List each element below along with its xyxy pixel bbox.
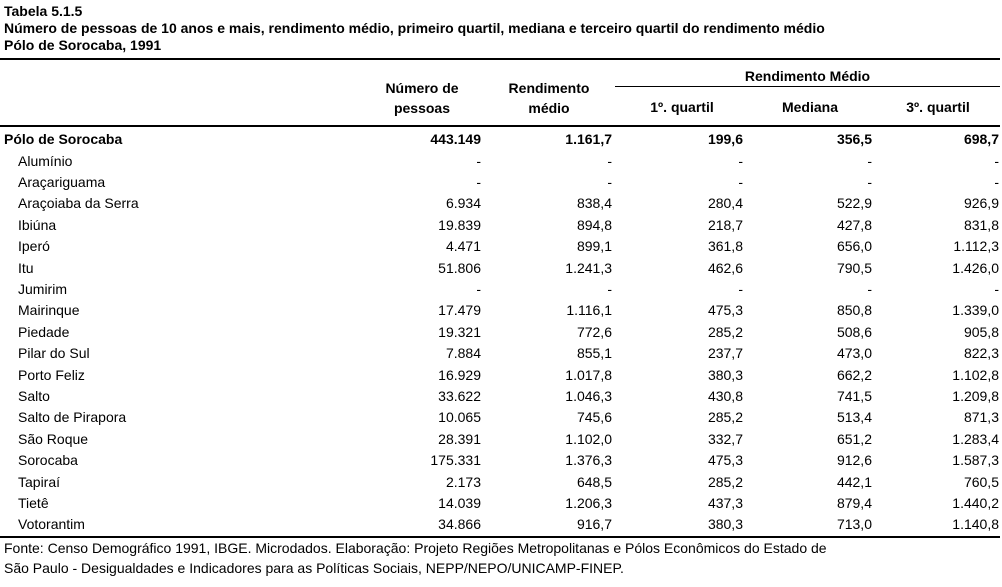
cell-q1: 380,3 <box>707 516 743 533</box>
cell-q3: 1.102,8 <box>952 366 999 383</box>
header-mediana: Mediana <box>781 99 838 115</box>
table-row <box>0 493 1002 514</box>
cell-pessoas: 14.039 <box>438 494 481 511</box>
cell-pessoas: 33.622 <box>438 387 481 404</box>
cell-mediana: 850,8 <box>836 302 872 319</box>
cell-medio: 855,1 <box>576 345 612 362</box>
cell-medio: - <box>607 152 612 169</box>
table-row <box>0 365 1002 386</box>
cell-medio: 648,5 <box>576 473 612 490</box>
cell-pessoas: 16.929 <box>438 366 481 383</box>
cell-q3: 1.283,4 <box>952 430 999 447</box>
cell-mediana: 713,0 <box>836 516 872 533</box>
cell-pessoas: 6.934 <box>445 195 481 212</box>
cell-pessoas: 34.866 <box>438 516 481 533</box>
cell-mediana: - <box>867 152 872 169</box>
cell-pessoas: 28.391 <box>438 430 481 447</box>
source-note <box>4 538 827 578</box>
top-rule <box>0 58 1000 60</box>
cell-mediana: 651,2 <box>836 430 872 447</box>
table-row <box>0 343 1002 364</box>
cell-mediana: 513,4 <box>836 409 872 426</box>
row-name: Araçariguama <box>18 173 106 190</box>
cell-q1: - <box>738 173 743 190</box>
header-rendimento-medio <box>489 78 609 118</box>
cell-mediana: 662,2 <box>836 366 872 383</box>
cell-q3: 1.339,0 <box>952 302 999 319</box>
cell-q3: 1.209,8 <box>952 387 999 404</box>
row-name: São Roque <box>18 430 89 447</box>
cell-medio: 1.241,3 <box>565 259 612 276</box>
row-name: Tapiraí <box>18 473 61 490</box>
cell-mediana: - <box>867 173 872 190</box>
cell-q1: 237,7 <box>707 345 743 362</box>
cell-pessoas: 4.471 <box>445 238 481 255</box>
cell-mediana: 790,5 <box>836 259 872 276</box>
header-numero-line2: pessoas <box>393 100 451 116</box>
source-line1: Fonte: Censo Demográfico 1991, IBGE. Microdados. Elaboração: Projeto Regiões Metropolitanas e Pólos Econômicos do Estado de <box>4 540 827 556</box>
cell-medio: 894,8 <box>576 216 612 233</box>
header-rend-line2: médio <box>528 100 570 116</box>
table-row <box>0 386 1002 407</box>
cell-q1: 361,8 <box>707 238 743 255</box>
cell-mediana: 522,9 <box>836 195 872 212</box>
table-row <box>0 236 1002 257</box>
header-numero-pessoas <box>362 78 482 118</box>
row-name: Pólo de Sorocaba <box>4 131 123 147</box>
table-row <box>0 258 1002 279</box>
cell-mediana: 427,8 <box>836 216 872 233</box>
row-name: Sorocaba <box>18 452 78 469</box>
table-number: Tabela 5.1.5 <box>4 3 83 19</box>
row-name: Mairinque <box>18 302 80 319</box>
cell-q1: 280,4 <box>707 195 743 212</box>
cell-q1: - <box>738 280 743 297</box>
cell-q1: 199,6 <box>707 131 743 147</box>
cell-mediana: 356,5 <box>836 131 872 147</box>
cell-mediana: 741,5 <box>836 387 872 404</box>
cell-q3: 905,8 <box>963 323 999 340</box>
cell-pessoas: 51.806 <box>438 259 481 276</box>
cell-q1: 218,7 <box>707 216 743 233</box>
cell-mediana: 473,0 <box>836 345 872 362</box>
table-row <box>0 300 1002 321</box>
header-numero-line1: Número de <box>385 80 459 96</box>
cell-q3: 1.140,8 <box>952 516 999 533</box>
cell-medio: - <box>607 173 612 190</box>
cell-medio: 1.206,3 <box>565 494 612 511</box>
table-row <box>0 193 1002 214</box>
cell-q1: 332,7 <box>707 430 743 447</box>
header-group-rendimento: Rendimento Médio <box>744 68 871 84</box>
cell-pessoas: - <box>476 280 481 297</box>
cell-q1: - <box>738 152 743 169</box>
cell-q3: 760,5 <box>963 473 999 490</box>
cell-pessoas: 17.479 <box>438 302 481 319</box>
cell-pessoas: - <box>476 152 481 169</box>
cell-pessoas: 443.149 <box>430 131 481 147</box>
cell-medio: 838,4 <box>576 195 612 212</box>
cell-q1: 475,3 <box>707 302 743 319</box>
table-row <box>0 322 1002 343</box>
source-line2: São Paulo - Desigualdades e Indicadores para as Políticas Sociais, NEPP/NEPO/UNICAMP-FINEP. <box>4 560 624 576</box>
cell-medio: 1.376,3 <box>565 452 612 469</box>
table-row <box>0 472 1002 493</box>
cell-q1: 430,8 <box>707 387 743 404</box>
cell-q3: - <box>994 152 999 169</box>
table-row <box>0 279 1002 300</box>
table-row-total <box>0 129 1002 150</box>
cell-q1: 285,2 <box>707 409 743 426</box>
cell-pessoas: - <box>476 173 481 190</box>
group-rule <box>615 86 1000 87</box>
cell-q3: - <box>994 173 999 190</box>
cell-q1: 437,3 <box>707 494 743 511</box>
table-row <box>0 429 1002 450</box>
cell-mediana: 912,6 <box>836 452 872 469</box>
cell-medio: 1.017,8 <box>565 366 612 383</box>
table-title-block <box>4 3 825 54</box>
cell-medio: 745,6 <box>576 409 612 426</box>
table-row <box>0 450 1002 471</box>
row-name: Jumirim <box>18 280 67 297</box>
cell-pessoas: 19.321 <box>438 323 481 340</box>
header-rend-line1: Rendimento <box>508 80 590 96</box>
header-q1: 1º. quartil <box>650 99 714 115</box>
cell-q3: 831,8 <box>963 216 999 233</box>
cell-medio: 1.116,1 <box>566 302 612 319</box>
cell-q1: 285,2 <box>707 323 743 340</box>
cell-mediana: 442,1 <box>836 473 872 490</box>
cell-q3: 926,9 <box>963 195 999 212</box>
row-name: Salto <box>18 387 50 404</box>
table-row <box>0 407 1002 428</box>
header-q3: 3º. quartil <box>906 99 970 115</box>
cell-medio: 1.102,0 <box>565 430 612 447</box>
cell-mediana: 656,0 <box>836 238 872 255</box>
cell-pessoas: 2.173 <box>445 473 481 490</box>
cell-q3: 1.112,3 <box>953 238 999 255</box>
row-name: Tietê <box>18 494 49 511</box>
row-name: Salto de Pirapora <box>18 409 127 426</box>
header-bottom-rule <box>0 125 1000 127</box>
table-row <box>0 151 1002 172</box>
row-name: Porto Feliz <box>18 366 85 383</box>
cell-pessoas: 7.884 <box>445 345 481 362</box>
cell-mediana: - <box>867 280 872 297</box>
cell-q3: 1.440,2 <box>952 494 999 511</box>
cell-medio: 899,1 <box>576 238 612 255</box>
row-name: Votorantim <box>18 516 85 533</box>
cell-q1: 285,2 <box>707 473 743 490</box>
row-name: Alumínio <box>18 152 73 169</box>
cell-q3: 1.587,3 <box>952 452 999 469</box>
table-row <box>0 172 1002 193</box>
table-row <box>0 514 1002 535</box>
cell-pessoas: 19.839 <box>438 216 481 233</box>
cell-q1: 462,6 <box>707 259 743 276</box>
cell-q3: - <box>994 280 999 297</box>
cell-medio: 1.046,3 <box>565 387 612 404</box>
row-name: Pilar do Sul <box>18 345 90 362</box>
row-name: Araçoiaba da Serra <box>18 195 139 212</box>
table-description: Número de pessoas de 10 anos e mais, rendimento médio, primeiro quartil, mediana e terceiro quartil do rendimento médio <box>4 20 825 36</box>
row-name: Piedade <box>18 323 70 340</box>
cell-q1: 475,3 <box>707 452 743 469</box>
cell-medio: 772,6 <box>576 323 612 340</box>
row-name: Itu <box>18 259 34 276</box>
cell-q3: 1.426,0 <box>952 259 999 276</box>
cell-medio: - <box>607 280 612 297</box>
cell-q3: 822,3 <box>963 345 999 362</box>
table-row <box>0 215 1002 236</box>
cell-medio: 1.161,7 <box>565 131 612 147</box>
cell-q3: 871,3 <box>963 409 999 426</box>
cell-pessoas: 10.065 <box>438 409 481 426</box>
cell-mediana: 508,6 <box>836 323 872 340</box>
row-name: Iperó <box>18 238 50 255</box>
table-subtitle: Pólo de Sorocaba, 1991 <box>4 37 162 53</box>
cell-pessoas: 175.331 <box>430 452 481 469</box>
row-name: Ibiúna <box>18 216 57 233</box>
cell-q3: 698,7 <box>963 131 999 147</box>
cell-mediana: 879,4 <box>836 494 872 511</box>
cell-medio: 916,7 <box>576 516 612 533</box>
cell-q1: 380,3 <box>707 366 743 383</box>
